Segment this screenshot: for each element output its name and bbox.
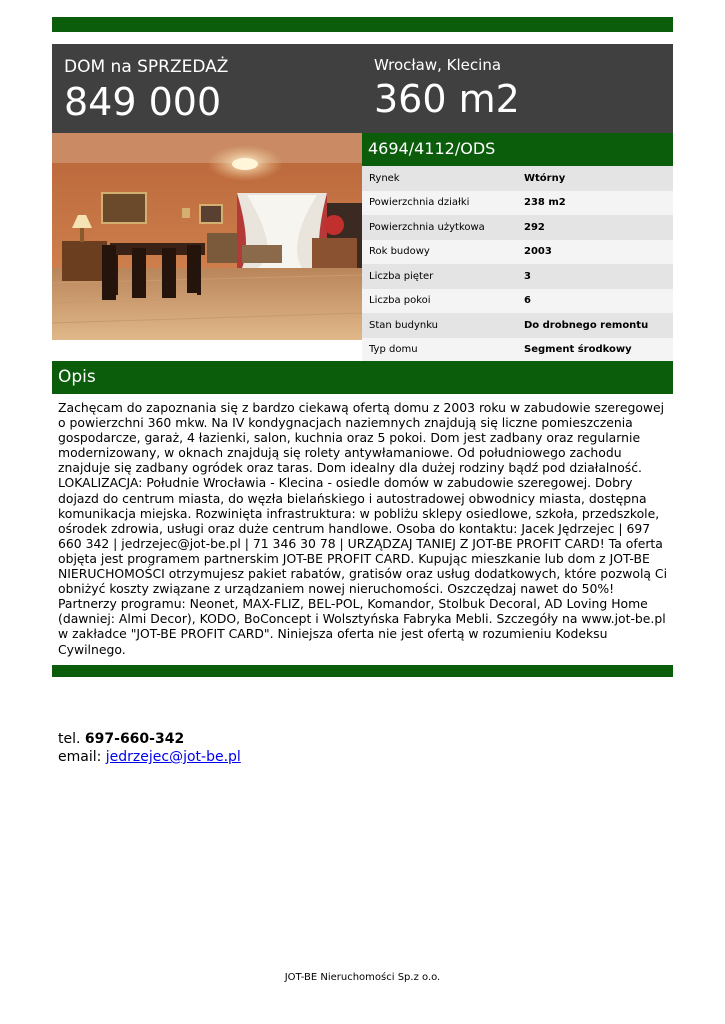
reference-bar <box>362 133 673 166</box>
spec-value: Do drobnego remontu <box>524 319 649 331</box>
spec-label: Typ domu <box>369 344 418 356</box>
area-value: 360 m2 <box>374 77 520 121</box>
email-link[interactable]: jedrzejec@jot-be.pl <box>105 749 241 765</box>
spec-value: Wtórny <box>524 172 566 184</box>
price-value: 849 000 <box>64 80 222 124</box>
spec-label: Powierzchnia użytkowa <box>369 221 485 233</box>
description-text: Zachęcam do zapoznania się z bardzo ciekawą ofertą domu z 2003 roku w zabudowie szeregowej o powierzchni 360 mkw. Na IV kondygnacjach naziemnych znajdują się liczne pomieszczenia gospodarcze, garaż, 4 łazienki, salon, kuchnia oraz 5 pokoi. Dom jest zadbany oraz regularnie modernizowany, w oknach znajdują się rolety antywłamaniowe. Od południowego zachodu znajduje się zadbany ogródek oraz taras. Dom idealny dla dużej rodziny bądź pod działalność. LOKALIZACJA: Południe Wrocławia - Klecina - osiedle domów w zabudowie szeregowej. Dobry dojazd do centrum miasta, do węzła bielańskiego i autostradowej obwodnicy miasta, dostępna komunikacja miejska. Rozwinięta infrastruktura: w pobliżu sklepy osiedlowe, szkoła, przedszkole, ośrodek zdrowia, usługi oraz duże centrum handlowe. Osoba do kontaktu: Jacek Jędrzejec | 697 660 342 | jedrzejec@jot-be.pl | 71 346 30 78 | URZĄDZAJ TANIEJ Z JOT-BE PROFIT CARD! Ta oferta objęta jest programem partnerskim JOT-BE PROFIT CARD. Kupując mieszkanie lub dom z JOT-BE NIERUCHOMOŚCI otrzymujesz pakiet rabatów, gratisów oraz usług dodatkowych, które pozwolą Ci obniżyć koszty związane z urządzaniem nowej nieruchomości. Oszczędzaj nawet do 50%! Partnerzy programu: Neonet, MAX-FLIZ, BEL-POL, Komandor, Stolbuk Decoral, AD Loving Home (dawniej: Almi Decor), KODO, BoConcept i Wolsztyńska Fabryka Mebli. Szczegóły na www.jot-be.pl w zakładce "JOT-BE PROFIT CARD". Niniejsza oferta nie jest ofertą w rozumieniu Kodeksu Cywilnego. <box>58 400 668 657</box>
spec-value: 292 <box>524 221 545 233</box>
spec-value: 2003 <box>524 246 552 258</box>
spec-label: Stan budynku <box>369 319 439 331</box>
spec-row-powierzchnia-uzytkowa <box>362 215 673 240</box>
footer-company: JOT-BE Nieruchomości Sp.z o.o. <box>284 972 441 983</box>
spec-row-rynek <box>362 166 673 191</box>
spec-label: Rynek <box>369 172 400 184</box>
contact-block <box>58 730 241 766</box>
property-photo <box>52 133 362 340</box>
email-label: email: <box>58 749 102 765</box>
spec-row-rok-budowy <box>362 240 673 265</box>
spec-row-stan-budynku <box>362 313 673 338</box>
spec-value: 3 <box>524 270 531 282</box>
spec-row-liczba-pokoi <box>362 289 673 314</box>
spec-label: Liczba pięter <box>369 270 434 282</box>
phone-number: 697-660-342 <box>84 731 185 747</box>
reference-number: 4694/4112/ODS <box>368 139 496 158</box>
specs-table <box>362 166 673 362</box>
offer-header <box>52 44 673 133</box>
spec-value: 6 <box>524 295 531 307</box>
description-header <box>52 361 673 394</box>
top-green-bar <box>52 17 673 32</box>
price-block <box>64 56 228 124</box>
phone-line <box>58 730 241 748</box>
description-title: Opis <box>58 367 96 387</box>
bottom-green-bar <box>52 665 673 677</box>
spec-row-liczba-pieter <box>362 264 673 289</box>
spec-value: 238 m2 <box>524 197 566 209</box>
spec-label: Powierzchnia działki <box>369 197 470 209</box>
phone-label: tel. <box>58 731 81 747</box>
spec-label: Rok budowy <box>369 246 430 258</box>
offer-type-label: DOM na SPRZEDAŻ <box>64 57 229 77</box>
location-label: Wrocław, Klecina <box>374 56 502 74</box>
spec-row-typ-domu <box>362 338 673 363</box>
email-line <box>58 748 241 766</box>
spec-label: Liczba pokoi <box>369 295 431 307</box>
spec-value: Segment środkowy <box>524 344 632 356</box>
location-block <box>374 55 520 121</box>
spec-row-powierzchnia-dzialki <box>362 191 673 216</box>
